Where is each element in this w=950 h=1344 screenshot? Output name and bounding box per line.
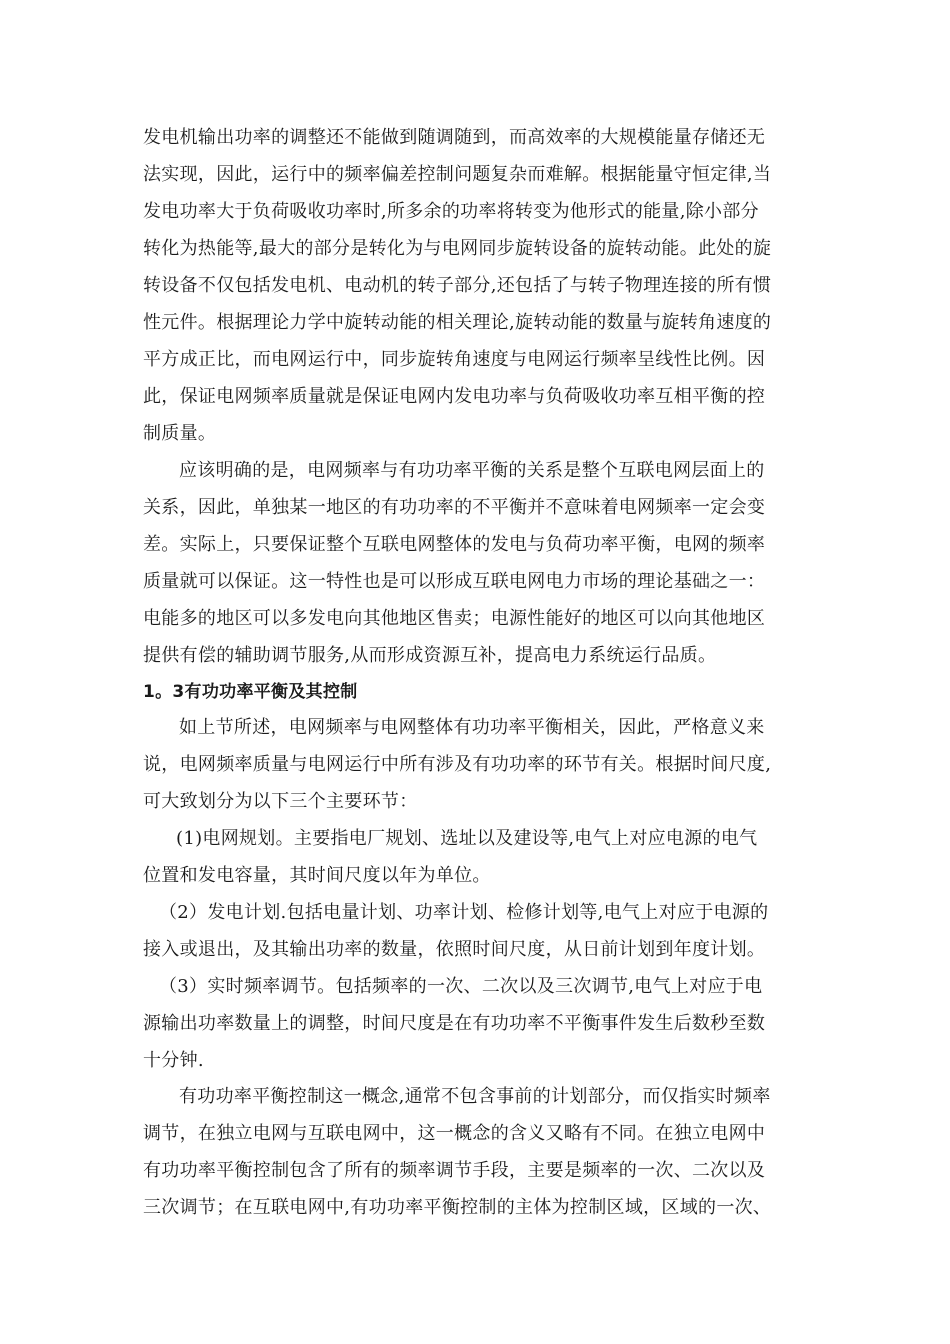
list-item-2-line: （2）发电计划.包括电量计划、功率计划、检修计划等,电气上对应于电源的 <box>159 902 769 923</box>
paragraph-2-line: 电能多的地区可以多发电向其他地区售卖；电源性能好的地区可以向其他地区 <box>143 608 766 629</box>
list-item-2-line: 接入或退出，及其输出功率的数量，依照时间尺度，从日前计划到年度计划。 <box>143 939 766 960</box>
list-item-1-line: 位置和发电容量，其时间尺度以年为单位。 <box>143 865 491 886</box>
paragraph-1-line: 性元件。根据理论力学中旋转动能的相关理论,旋转动能的数量与旋转角速度的 <box>143 312 772 333</box>
paragraph-1-line: 发电功率大于负荷吸收功率时,所多余的功率将转变为他形式的能量,除小部分 <box>143 201 759 222</box>
paragraph-3-line: 说，电网频率质量与电网运行中所有涉及有功功率的环节有关。根据时间尺度, <box>143 754 772 775</box>
paragraph-1-line: 发电机输出功率的调整还不能做到随调随到，而高效率的大规模能量存储还无 <box>143 127 766 148</box>
list-item-3-line: 源输出功率数量上的调整，时间尺度是在有功功率不平衡事件发生后数秒至数 <box>143 1013 766 1034</box>
list-item-3-line: 十分钟. <box>143 1050 204 1071</box>
paragraph-1-line: 转设备不仅包括发电机、电动机的转子部分,还包括了与转子物理连接的所有惯 <box>143 275 772 296</box>
paragraph-4-line: 有功功率平衡控制这一概念,通常不包含事前的计划部分，而仅指实时频率 <box>179 1086 771 1107</box>
paragraph-3-line: 如上节所述，电网频率与电网整体有功功率平衡相关，因此，严格意义来 <box>179 717 765 738</box>
paragraph-1-line: 转化为热能等,最大的部分是转化为与电网同步旋转设备的旋转动能。此处的旋 <box>143 238 772 259</box>
paragraph-2-line: 应该明确的是，电网频率与有功功率平衡的关系是整个互联电网层面上的 <box>179 460 765 481</box>
paragraph-4-line: 有功功率平衡控制包含了所有的频率调节手段，主要是频率的一次、二次以及 <box>143 1160 766 1181</box>
paragraph-2-line: 质量就可以保证。这一特性也是可以形成互联电网电力市场的理论基础之一： <box>143 571 766 592</box>
paragraph-1-line: 此，保证电网频率质量就是保证电网内发电功率与负荷吸收功率互相平衡的控 <box>143 386 766 407</box>
paragraph-4-line: 调节，在独立电网与互联电网中，这一概念的含义又略有不同。在独立电网中 <box>143 1123 766 1144</box>
paragraph-4-line: 三次调节；在互联电网中,有功功率平衡控制的主体为控制区域，区域的一次、 <box>143 1197 772 1218</box>
list-item-3-line: （3）实时频率调节。包括频率的一次、二次以及三次调节,电气上对应于电 <box>159 976 763 997</box>
list-item-1-line: (1)电网规划。主要指电厂规划、选址以及建设等,电气上对应电源的电气 <box>176 828 758 849</box>
paragraph-2-line: 关系，因此，单独某一地区的有功功率的不平衡并不意味着电网频率一定会变 <box>143 497 766 518</box>
paragraph-2-line: 提供有偿的辅助调节服务,从而形成资源互补，提高电力系统运行品质。 <box>143 645 717 666</box>
paragraph-2-line: 差。实际上，只要保证整个互联电网整体的发电与负荷功率平衡，电网的频率 <box>143 534 766 555</box>
paragraph-1-line: 法实现，因此，运行中的频率偏差控制问题复杂而难解。根据能量守恒定律,当 <box>143 164 772 185</box>
paragraph-1-line: 制质量。 <box>143 423 217 444</box>
paragraph-1-line: 平方成正比，而电网运行中，同步旋转角速度与电网运行频率呈线性比例。因 <box>143 349 766 370</box>
paragraph-3-line: 可大致划分为以下三个主要环节： <box>143 791 418 812</box>
section-heading: 1。3有功功率平衡及其控制 <box>143 682 358 702</box>
